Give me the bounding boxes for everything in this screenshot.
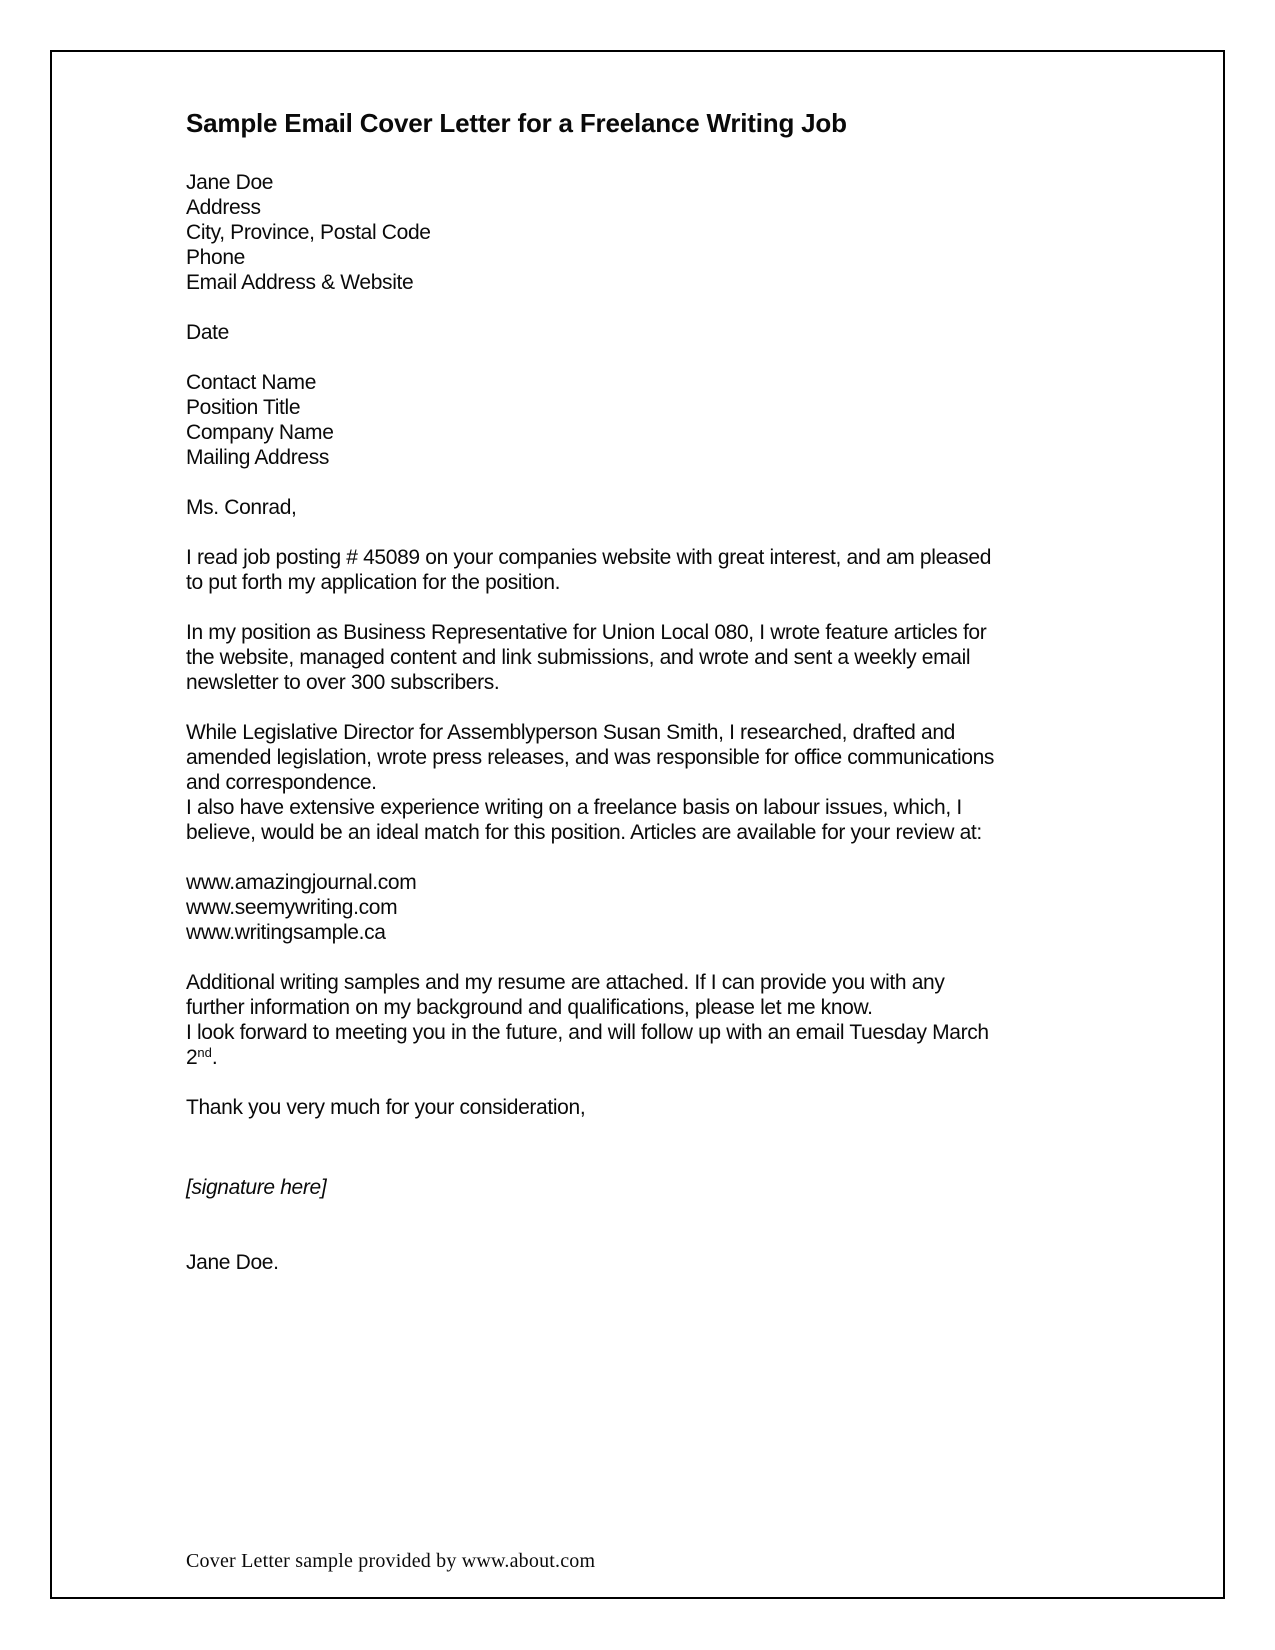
footer-credit: Cover Letter sample provided by www.about.com	[186, 1550, 596, 1572]
signed-name: Jane Doe.	[186, 1251, 279, 1274]
url-writingsample: www.writingsample.ca	[186, 921, 386, 944]
signature-placeholder-block	[186, 1175, 1106, 1200]
paragraph-line: to put forth my application for the position.	[186, 571, 561, 594]
sender-block	[186, 170, 1106, 295]
paragraph-experience-union	[186, 620, 1106, 695]
closing-line: Thank you very much for your consideration,	[186, 1096, 586, 1119]
sender-city: City, Province, Postal Code	[186, 221, 431, 244]
date-line: Date	[186, 321, 229, 344]
date-block	[186, 320, 1106, 345]
letter-body	[186, 106, 1106, 1300]
sender-name: Jane Doe	[186, 171, 274, 194]
paragraph-followup	[186, 970, 1106, 1070]
salutation	[186, 495, 1106, 520]
url-amazingjournal: www.amazingjournal.com	[186, 871, 417, 894]
paragraph-line: I read job posting # 45089 on your companies website with great interest, and am pleased	[186, 546, 992, 569]
paragraph-line: I look forward to meeting you in the future, and will follow up with an email Tuesday March	[186, 1021, 989, 1044]
paragraph-line: Additional writing samples and my resume are attached. If I can provide you with any	[186, 971, 945, 994]
salutation-line: Ms. Conrad,	[186, 496, 297, 519]
paragraph-line: In my position as Business Representative for Union Local 080, I wrote feature articles for	[186, 621, 987, 644]
sender-address: Address	[186, 196, 261, 219]
paragraph-line: and correspondence.	[186, 771, 377, 794]
paragraph-experience-legislative	[186, 720, 1106, 845]
paragraph-line: newsletter to over 300 subscribers.	[186, 671, 500, 694]
recipient-mailing-address: Mailing Address	[186, 446, 329, 469]
signed-name-block	[186, 1250, 1106, 1275]
sender-email: Email Address & Website	[186, 271, 414, 294]
signature-placeholder: [signature here]	[186, 1176, 327, 1199]
followup-period: .	[211, 1046, 218, 1069]
recipient-position-title: Position Title	[186, 396, 301, 419]
paragraph-intro	[186, 545, 1106, 595]
recipient-company-name: Company Name	[186, 421, 334, 444]
paragraph-line: believe, would be an ideal match for this position. Articles are available for your review at:	[186, 821, 982, 844]
followup-ordinal-suffix: nd	[197, 1045, 212, 1060]
recipient-contact-name: Contact Name	[186, 371, 317, 394]
followup-day: 2	[186, 1046, 198, 1069]
recipient-block	[186, 370, 1106, 470]
paragraph-line: I also have extensive experience writing on a freelance basis on labour issues, which, I	[186, 796, 962, 819]
sender-phone: Phone	[186, 246, 245, 269]
page-title: Sample Email Cover Letter for a Freelance Writing Job	[186, 108, 847, 138]
writing-samples-links	[186, 870, 1106, 945]
url-seemywriting: www.seemywriting.com	[186, 896, 398, 919]
paragraph-line: the website, managed content and link submissions, and wrote and sent a weekly email	[186, 646, 971, 669]
paragraph-line: amended legislation, wrote press releases, and was responsible for office communications	[186, 746, 995, 769]
closing-block	[186, 1095, 1106, 1120]
paragraph-line: While Legislative Director for Assemblyperson Susan Smith, I researched, drafted and	[186, 721, 955, 744]
paragraph-line: further information on my background and qualifications, please let me know.	[186, 996, 873, 1019]
paragraph-line-followup-date	[186, 1045, 1106, 1070]
